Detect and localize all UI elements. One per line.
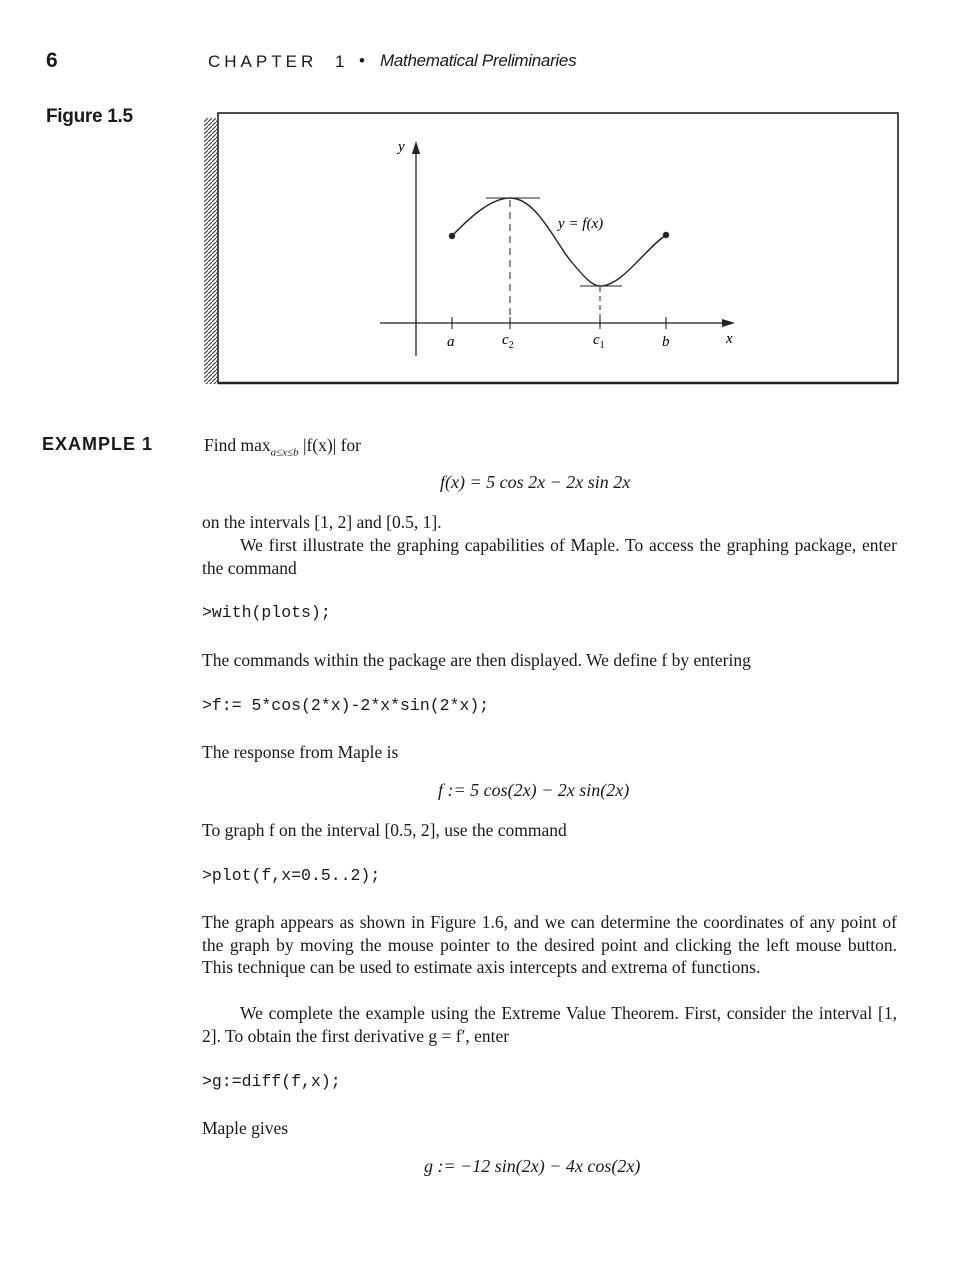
paragraph-commands: The commands within the package are then displayed. We define f by entering — [202, 650, 751, 670]
figure-frame — [218, 113, 898, 383]
figure-left-shade — [204, 118, 217, 384]
chapter-word: CHAPTER — [208, 52, 318, 71]
paragraph-complete: We complete the example using the Extreme Value Theorem. First, consider the interval [1, 2]. To obtain the first derivative g = f′, enter — [202, 1003, 897, 1046]
example-label: EXAMPLE 1 — [42, 434, 154, 454]
paragraph-response: The response from Maple is — [202, 742, 399, 762]
paragraph-maple-gives: Maple gives — [202, 1118, 289, 1138]
x-axis-label: x — [726, 331, 733, 347]
figure-diagram — [204, 110, 900, 386]
equation-g: g := −12 sin(2x) − 4x cos(2x) — [424, 1156, 641, 1176]
tick-label-c2: $c_2$ — [502, 332, 514, 351]
x-axis-arrow — [722, 319, 735, 327]
tick-label-a: a — [447, 334, 455, 350]
endpoint-a — [449, 233, 455, 239]
intervals-text: on the intervals [1, 2] and [0.5, 1]. — [202, 512, 442, 532]
y-axis-arrow — [412, 141, 420, 154]
tick-label-c1: $c_1$ — [593, 332, 605, 351]
page-number: 6 — [46, 49, 58, 72]
tick-label-b: b — [662, 334, 670, 350]
code-with-plots: >with(plots); — [202, 603, 331, 622]
code-plot: >plot(f,x=0.5..2); — [202, 866, 381, 885]
figure-label: Figure 1.5 — [46, 106, 133, 127]
chapter-title: Mathematical Preliminaries — [380, 51, 577, 70]
equation-f: f(x) = 5 cos 2x − 2x sin 2x — [440, 472, 631, 492]
paragraph-graph-appears: The graph appears as shown in Figure 1.6, and we can determine the coordinates of any point of the graph by moving the mouse pointer to the desired point and clicking the left mouse button. This technique can be used to estimate axis intercepts and extrema of functions. — [202, 912, 897, 977]
paragraph-to-graph: To graph f on the interval [0.5, 2], use the command — [202, 820, 567, 840]
chapter-separator: • — [359, 51, 365, 70]
example-intro: Find $\max_{a\le x\le b} |f(x)|$ for — [204, 435, 361, 459]
equation-maple-f: f := 5 cos(2x) − 2x sin(2x) — [438, 780, 630, 800]
endpoint-b — [663, 232, 669, 238]
chapter-number: 1 — [335, 52, 345, 71]
y-axis-label: y — [398, 139, 405, 155]
paragraph-graphing: We first illustrate the graphing capabilities of Maple. To access the graphing package, enter the command — [202, 535, 897, 578]
code-diff: >g:=diff(f,x); — [202, 1072, 341, 1091]
curve-f — [452, 198, 666, 286]
code-define-f: >f:= 5*cos(2*x)-2*x*sin(2*x); — [202, 696, 490, 715]
curve-label: y = f(x) — [558, 216, 604, 232]
figure-1-5 — [204, 110, 900, 386]
